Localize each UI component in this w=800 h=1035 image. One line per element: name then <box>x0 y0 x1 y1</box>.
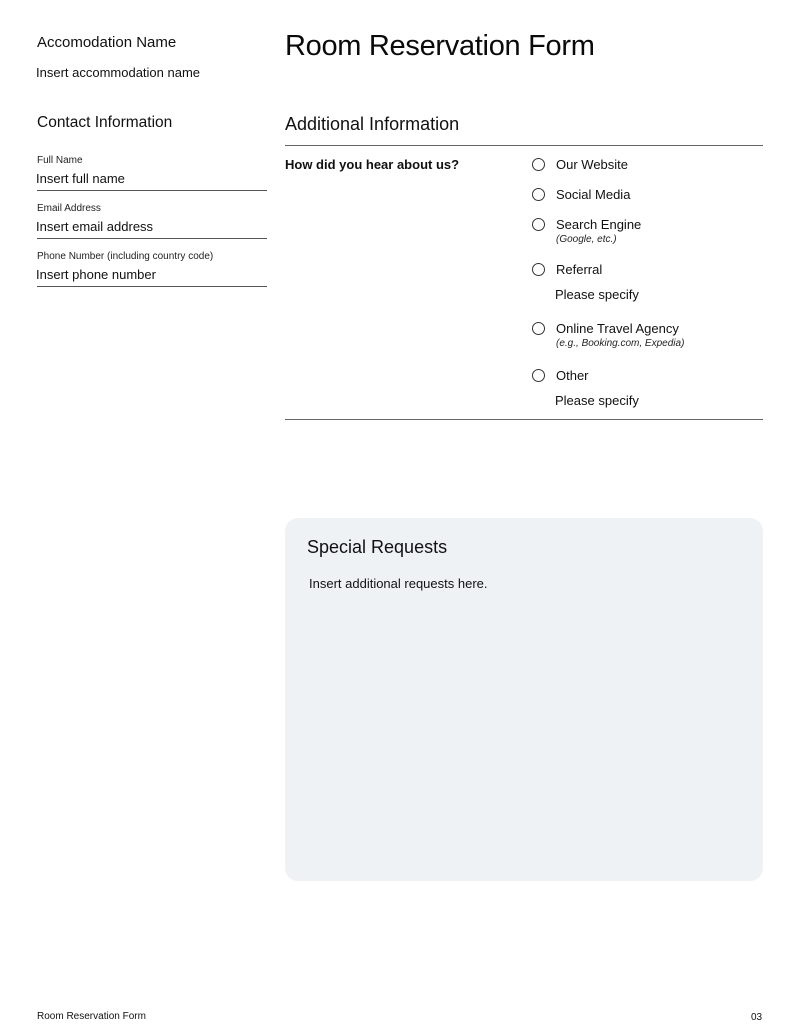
special-requests-heading: Special Requests <box>307 537 448 557</box>
radio-circle-icon[interactable] <box>532 188 545 201</box>
option-referral[interactable] <box>532 262 602 278</box>
option-label: Other <box>556 368 589 383</box>
full-name-label: Full Name <box>37 155 83 166</box>
option-hint: (Google, etc.) <box>556 234 617 245</box>
option-our-website[interactable] <box>532 157 628 173</box>
phone-input[interactable]: Insert phone number <box>36 267 156 282</box>
accommodation-name-field[interactable]: Insert accommodation name <box>36 65 201 80</box>
accommodation-heading: Accomodation Name <box>37 34 177 51</box>
option-label: Our Website <box>556 157 629 172</box>
email-label: Email Address <box>37 203 101 214</box>
option-online-travel-agency[interactable] <box>532 321 684 349</box>
option-search-engine[interactable] <box>532 217 641 245</box>
additional-info-heading: Additional Information <box>285 114 460 134</box>
page-title: Room Reservation Form <box>285 30 595 62</box>
option-label: Online Travel Agency <box>556 321 679 336</box>
radio-circle-icon[interactable] <box>532 369 545 382</box>
email-input[interactable]: Insert email address <box>36 219 154 234</box>
full-name-input[interactable]: Insert full name <box>36 171 125 186</box>
footer-title: Room Reservation Form <box>37 1011 146 1022</box>
option-label: Search Engine <box>556 217 642 232</box>
radio-circle-icon[interactable] <box>532 218 545 231</box>
page-number: 03 <box>751 1012 763 1023</box>
other-specify-input[interactable]: Please specify <box>555 393 639 408</box>
special-requests-panel <box>285 518 763 881</box>
option-social-media[interactable] <box>532 187 630 203</box>
referral-specify-input[interactable]: Please specify <box>555 287 639 302</box>
option-hint: (e.g., Booking.com, Expedia) <box>556 338 685 349</box>
phone-field[interactable] <box>37 251 267 287</box>
divider-bottom <box>285 419 763 420</box>
full-name-field[interactable] <box>37 155 267 191</box>
radio-circle-icon[interactable] <box>532 263 545 276</box>
contact-heading: Contact Information <box>37 114 173 131</box>
special-requests-textarea[interactable]: Insert additional requests here. <box>309 576 488 591</box>
option-label: Referral <box>556 262 603 277</box>
divider-top <box>285 145 763 146</box>
option-other[interactable] <box>532 368 589 384</box>
option-label: Social Media <box>556 187 631 202</box>
referral-question: How did you hear about us? <box>285 157 460 172</box>
phone-label: Phone Number (including country code) <box>37 251 214 262</box>
email-field[interactable] <box>37 203 267 239</box>
radio-circle-icon[interactable] <box>532 322 545 335</box>
radio-circle-icon[interactable] <box>532 158 545 171</box>
